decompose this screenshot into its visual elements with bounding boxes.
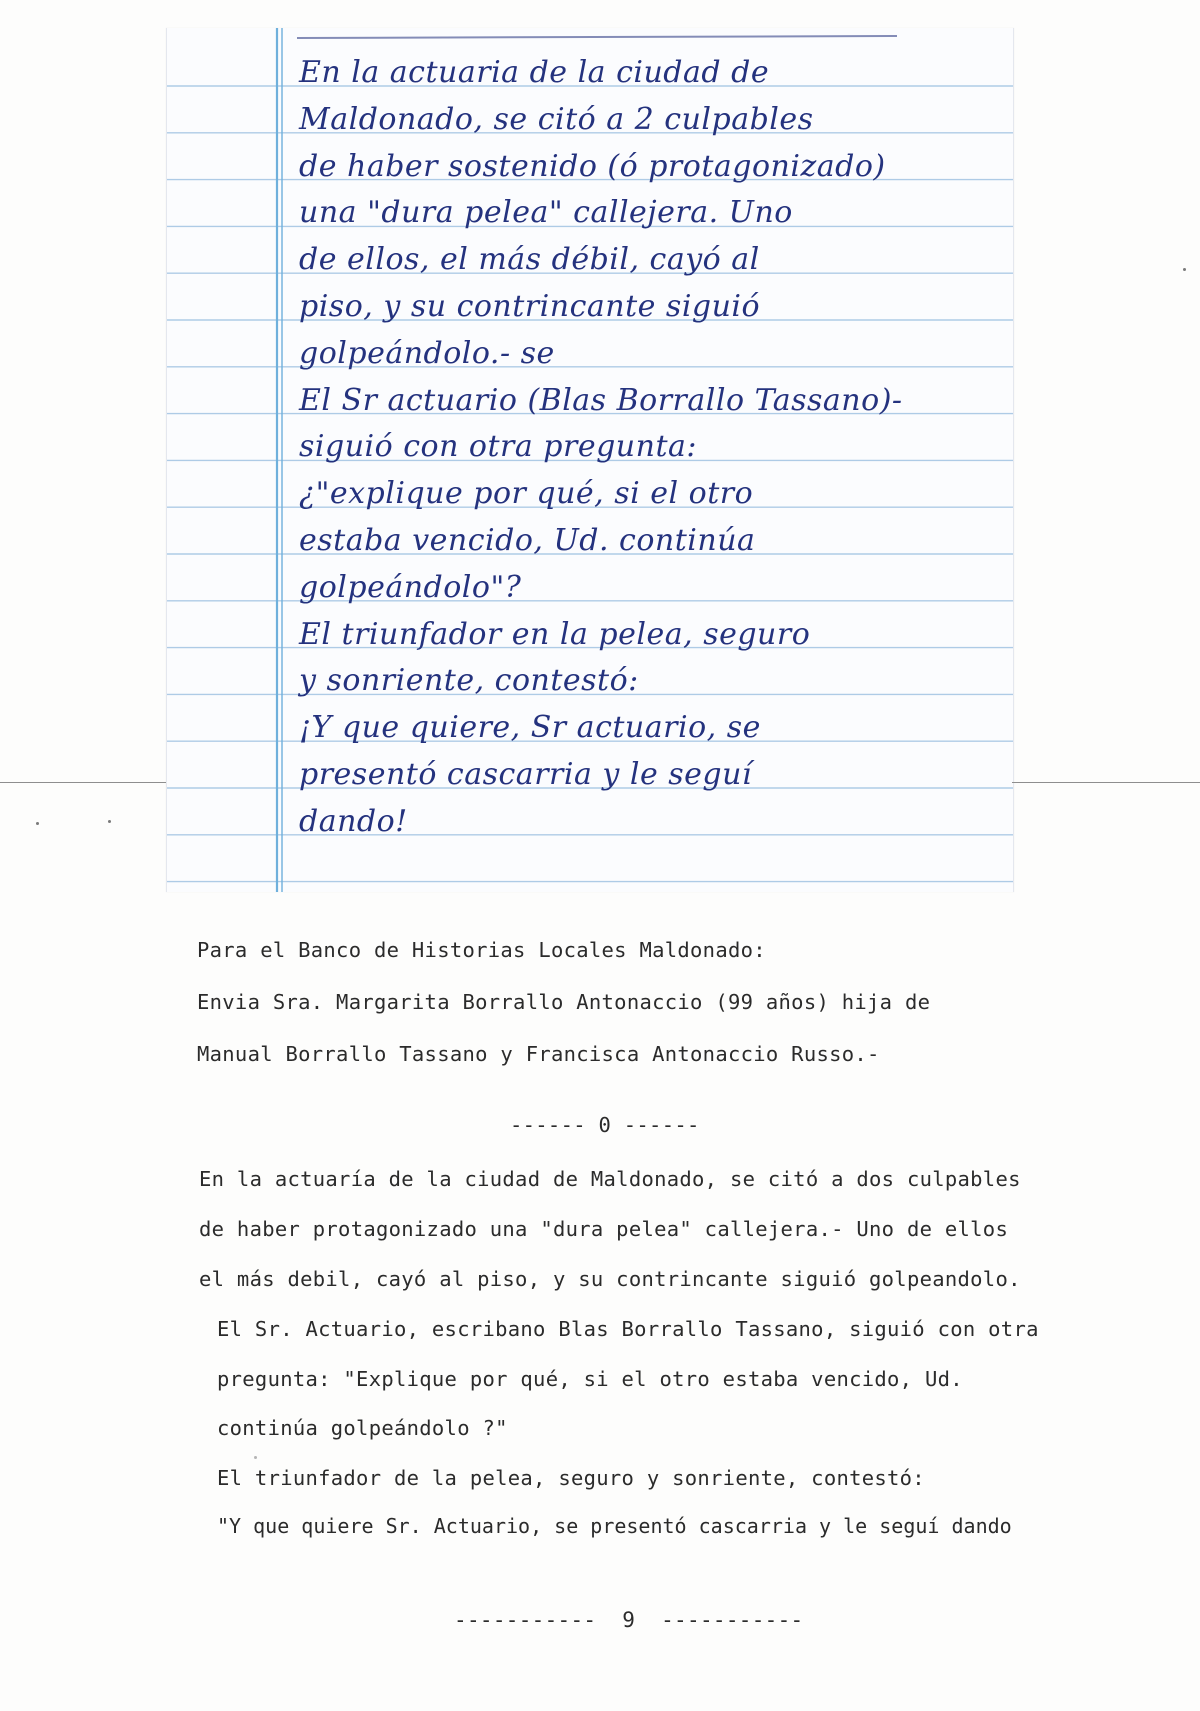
handwritten-line: El Sr actuario (Blas Borrallo Tassano)- bbox=[299, 382, 903, 418]
footer-dashes-left: ----------- bbox=[454, 1608, 597, 1632]
body-line: el más debil, cayó al piso, y su contrincante siguió golpeandolo. bbox=[199, 1267, 1021, 1291]
body-line: de haber protagonizado una "dura pelea" callejera.- Uno de ellos bbox=[199, 1217, 1009, 1241]
handwritten-line: y sonriente, contestó: bbox=[299, 663, 639, 699]
separator: ------ 0 ------ bbox=[510, 1112, 700, 1137]
scan-speck bbox=[108, 820, 111, 823]
handwritten-line: dando! bbox=[299, 803, 408, 839]
page-footer bbox=[454, 1608, 803, 1632]
body-line: continúa golpeándolo ?" bbox=[217, 1416, 508, 1440]
handwritten-line: una "dura pelea" callejera. Uno bbox=[299, 195, 793, 231]
scan-speck bbox=[1183, 268, 1186, 271]
handwritten-line: Maldonado, se citó a 2 culpables bbox=[299, 101, 814, 137]
footer-dashes-right: ----------- bbox=[661, 1608, 804, 1632]
paper-edge-left bbox=[0, 782, 166, 783]
header-line: Envia Sra. Margarita Borrallo Antonaccio (99 años) hija de bbox=[197, 990, 931, 1014]
handwritten-line: ¡Y que quiere, Sr actuario, se bbox=[299, 710, 761, 746]
handwritten-line: piso, y su contrincante siguió bbox=[299, 288, 761, 324]
handwritten-line: estaba vencido, Ud. continúa bbox=[299, 522, 756, 558]
body-line: El Sr. Actuario, escribano Blas Borrallo Tassano, siguió con otra bbox=[217, 1317, 1039, 1341]
handwritten-line: presentó cascarria y le seguí bbox=[299, 756, 753, 792]
body-line: "Y que quiere Sr. Actuario, se presentó cascarria y le seguí dando bbox=[217, 1514, 1012, 1538]
page-number: 9 bbox=[622, 1608, 636, 1632]
handwritten-line: golpeándolo"? bbox=[299, 569, 522, 605]
body-line: pregunta: "Explique por qué, si el otro estaba vencido, Ud. bbox=[217, 1367, 963, 1391]
header-line: Manual Borrallo Tassano y Francisca Antonaccio Russo.- bbox=[197, 1042, 880, 1066]
handwritten-line: de haber sostenido (ó protagonizado) bbox=[299, 148, 886, 184]
scan-speck bbox=[254, 1456, 257, 1459]
header-line: Para el Banco de Historias Locales Maldonado: bbox=[197, 938, 766, 962]
handwritten-lines bbox=[299, 50, 999, 846]
handwritten-line: golpeándolo.- se bbox=[299, 335, 555, 371]
handwritten-line: El triunfador en la pelea, seguro bbox=[299, 616, 811, 652]
body-line: En la actuaría de la ciudad de Maldonado, se citó a dos culpables bbox=[199, 1167, 1021, 1191]
scan-speck bbox=[36, 822, 39, 825]
handwritten-line: siguió con otra pregunta: bbox=[299, 429, 698, 465]
handwritten-line: de ellos, el más débil, cayó al bbox=[299, 242, 760, 278]
paper-edge-right bbox=[1012, 782, 1200, 783]
handwritten-line: En la actuaria de la ciudad de bbox=[299, 55, 770, 90]
handwritten-note bbox=[166, 28, 1014, 892]
handwritten-line: ¿"explique por qué, si el otro bbox=[299, 476, 754, 512]
body-line: El triunfador de la pelea, seguro y sonriente, contestó: bbox=[217, 1466, 925, 1490]
